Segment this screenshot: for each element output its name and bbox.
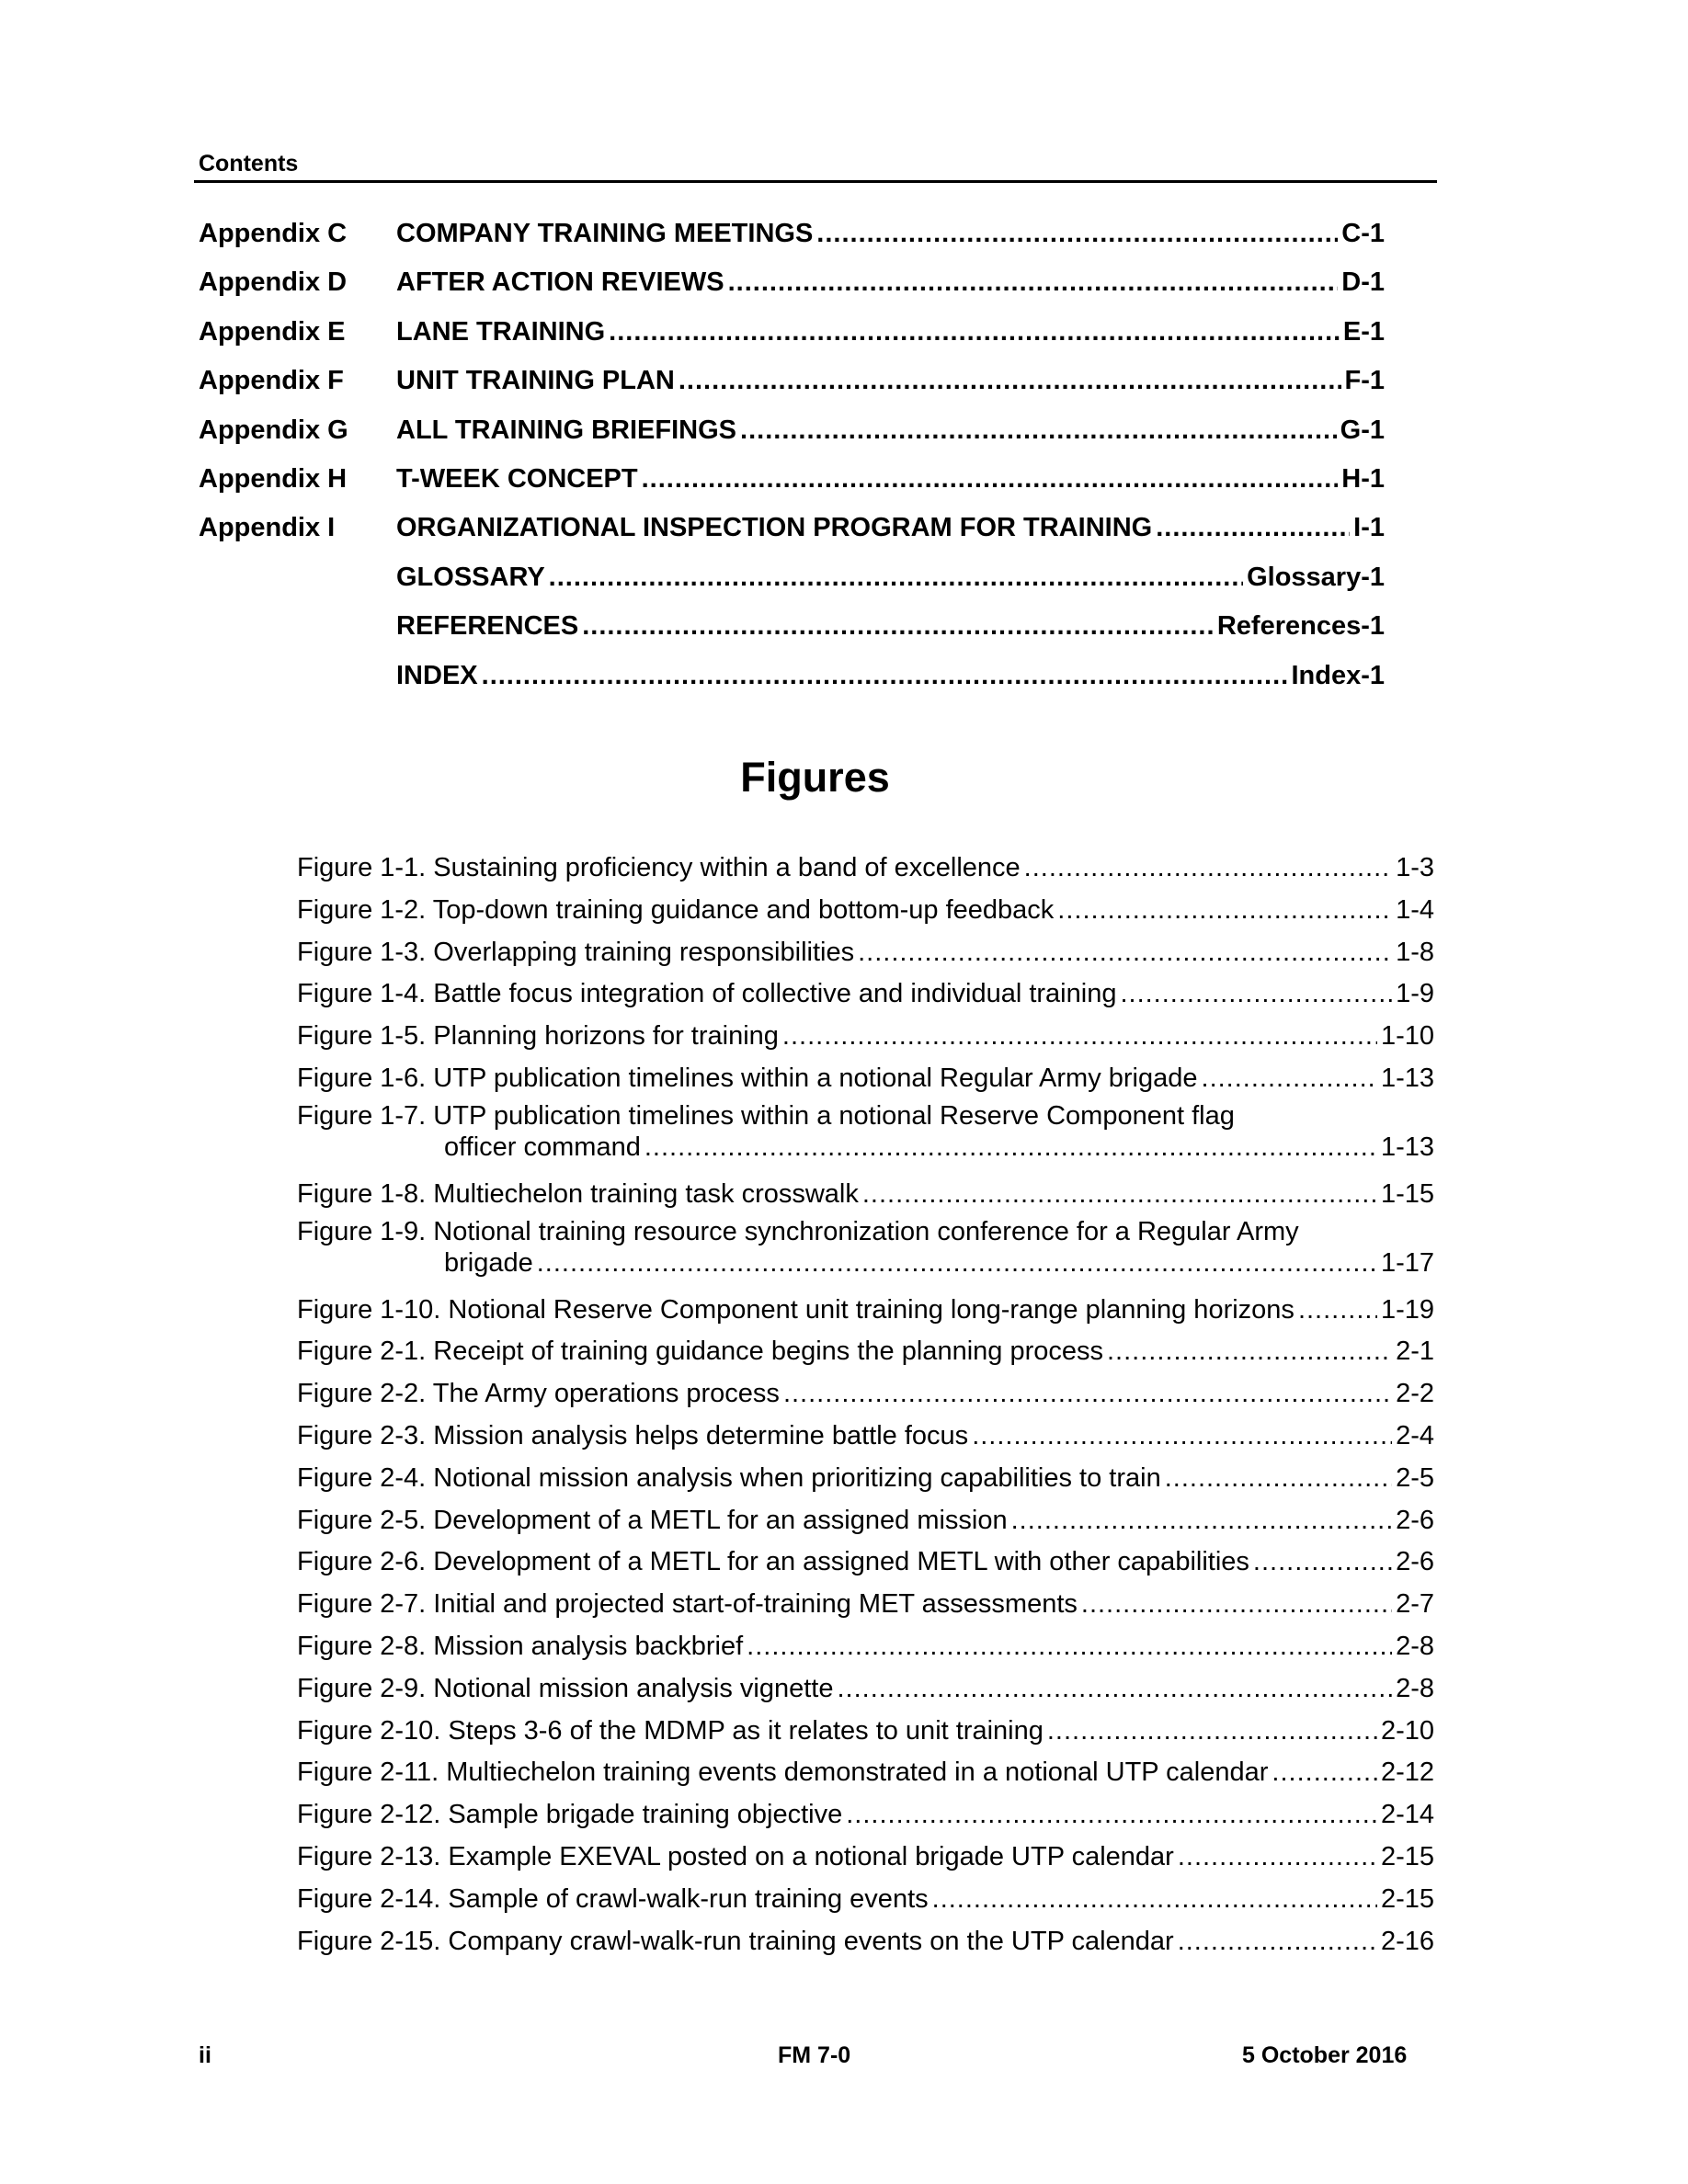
toc-entry[interactable] [199, 602, 1385, 651]
dot-leader [609, 308, 1340, 357]
figure-page: 2-6 [1396, 1547, 1434, 1577]
toc-entry-title-line [396, 357, 1385, 405]
dot-leader [1178, 1921, 1377, 1963]
toc-entry-label: Appendix C [199, 219, 348, 248]
toc-entry-page: References-1 [1216, 611, 1385, 642]
figure-title: Figure 1-1. Sustaining proficiency within a band of excellence [297, 853, 1021, 882]
toc-entry-title-line [396, 406, 1385, 455]
dot-leader [482, 652, 1288, 700]
figure-title-cont-text: officer command [444, 1132, 641, 1162]
figure-entry[interactable] [297, 973, 1434, 1016]
toc-entry-page: D-1 [1341, 267, 1385, 298]
figure-page: 2-4 [1396, 1420, 1434, 1450]
toc-entry-label: Appendix G [199, 415, 348, 445]
toc-entry-title-line [396, 652, 1385, 700]
figure-title: Figure 1-7. UTP publication timelines within a notional Reserve Component flag [297, 1100, 1235, 1131]
figure-title-cont-text: brigade [444, 1247, 533, 1278]
figure-entry[interactable] [297, 1016, 1434, 1058]
figure-page: 2-2 [1396, 1379, 1434, 1409]
toc-entry-page: F-1 [1344, 366, 1385, 396]
toc-entry-label: Appendix F [199, 366, 344, 396]
toc-entry[interactable] [199, 553, 1385, 602]
figure-entry[interactable] [297, 1879, 1434, 1921]
toc-entry-title: GLOSSARY [396, 562, 545, 592]
toc-entry-title-line [396, 308, 1385, 357]
dot-leader [858, 932, 1392, 974]
figure-entry[interactable] [297, 1373, 1434, 1416]
dot-leader [582, 602, 1214, 651]
toc-entry-page: G-1 [1340, 415, 1385, 445]
dot-leader [1178, 1837, 1377, 1879]
figure-title: Figure 1-8. Multiechelon training task crosswalk [297, 1178, 859, 1209]
toc-entry[interactable] [199, 357, 1385, 405]
figure-title: Figure 2-4. Notional mission analysis when prioritizing capabilities to train [297, 1462, 1161, 1493]
figure-entry[interactable] [297, 932, 1434, 974]
dot-leader [1107, 1331, 1392, 1373]
figure-title: Figure 2-11. Multiechelon training events demonstrated in a notional UTP calendar [297, 1757, 1269, 1788]
figure-page: 2-6 [1396, 1505, 1434, 1535]
dot-leader [1057, 890, 1392, 932]
toc-entry-label: Appendix H [199, 463, 348, 494]
figure-entry[interactable] [297, 1174, 1434, 1216]
figure-entry[interactable] [297, 1837, 1434, 1879]
toc-entry-title: AFTER ACTION REVIEWS [396, 267, 724, 298]
figure-page: 2-15 [1380, 1841, 1434, 1871]
figure-page: 1-13 [1380, 1132, 1434, 1162]
figure-page: 2-1 [1396, 1337, 1434, 1367]
figure-entry[interactable] [297, 1541, 1434, 1584]
toc-entry-page: I-1 [1353, 513, 1385, 543]
dot-leader [1272, 1752, 1377, 1794]
figure-title-continued [297, 1132, 1434, 1174]
appendix-toc-list [199, 210, 1385, 700]
footer-date: 5 October 2016 [1242, 2042, 1408, 2068]
toc-entry-page: Glossary-1 [1247, 562, 1385, 592]
figure-page: 1-10 [1380, 1021, 1434, 1052]
figure-entry[interactable] [297, 1584, 1434, 1626]
dot-leader [1165, 1458, 1392, 1500]
figure-entry[interactable] [297, 1216, 1434, 1290]
figure-title: Figure 2-8. Mission analysis backbrief [297, 1631, 744, 1661]
dot-leader [1202, 1058, 1377, 1100]
figure-entry[interactable] [297, 1500, 1434, 1542]
figure-title: Figure 2-13. Example EXEVAL posted on a notional brigade UTP calendar [297, 1841, 1174, 1871]
figure-page: 1-4 [1396, 894, 1434, 925]
dot-leader [642, 455, 1339, 504]
dot-leader [1047, 1711, 1377, 1753]
figure-title: Figure 1-2. Top-down training guidance and bottom-up feedback [297, 894, 1055, 925]
dot-leader [747, 1626, 1392, 1668]
toc-entry-page: Index-1 [1291, 660, 1385, 690]
dot-leader [1081, 1584, 1392, 1626]
figure-page: 2-14 [1380, 1800, 1434, 1830]
dot-leader [846, 1794, 1377, 1837]
figure-title: Figure 2-1. Receipt of training guidance begins the planning process [297, 1337, 1103, 1367]
toc-entry-label: Appendix I [199, 513, 336, 543]
dot-leader [537, 1247, 1377, 1279]
dot-leader [1253, 1541, 1392, 1584]
figure-title: Figure 1-6. UTP publication timelines within a notional Regular Army brigade [297, 1063, 1198, 1093]
figure-entry[interactable] [297, 1458, 1434, 1500]
figures-heading: Figures [740, 754, 890, 801]
dot-leader [782, 1016, 1377, 1058]
toc-entry-title-line [396, 210, 1385, 258]
figure-title: Figure 2-7. Initial and projected start-of-training MET assessments [297, 1589, 1078, 1620]
figure-page: 1-3 [1396, 853, 1434, 882]
toc-entry[interactable] [199, 455, 1385, 504]
dot-leader [1120, 973, 1392, 1016]
dot-leader [740, 406, 1337, 455]
figure-title: Figure 1-4. Battle focus integration of collective and individual training [297, 979, 1117, 1009]
dot-leader [972, 1416, 1392, 1458]
figure-page: 2-15 [1380, 1883, 1434, 1914]
figure-page: 2-16 [1380, 1926, 1434, 1956]
dot-leader [728, 258, 1339, 307]
toc-entry-title: T-WEEK CONCEPT [396, 463, 638, 494]
figure-page: 2-12 [1380, 1757, 1434, 1788]
dot-leader [932, 1879, 1377, 1921]
toc-entry-title: INDEX [396, 660, 478, 690]
figure-title: Figure 1-5. Planning horizons for training [297, 1021, 779, 1052]
figure-page: 2-8 [1396, 1631, 1434, 1661]
figure-page: 2-8 [1396, 1673, 1434, 1703]
figure-entry[interactable] [297, 1711, 1434, 1753]
figure-page: 1-8 [1396, 937, 1434, 967]
figure-page: 2-10 [1380, 1715, 1434, 1746]
figure-title: Figure 2-6. Development of a METL for an assigned METL with other capabilities [297, 1547, 1249, 1577]
figure-entry[interactable] [297, 1331, 1434, 1373]
toc-entry-title-line [396, 602, 1385, 651]
dot-leader [838, 1668, 1393, 1711]
figure-page: 1-17 [1380, 1247, 1434, 1278]
toc-entry[interactable] [199, 504, 1385, 552]
figure-title: Figure 2-10. Steps 3-6 of the MDMP as it relates to unit training [297, 1715, 1044, 1746]
dot-leader [862, 1174, 1377, 1216]
dot-leader [1011, 1500, 1392, 1542]
toc-entry-title: UNIT TRAINING PLAN [396, 366, 675, 396]
dot-leader [816, 210, 1338, 258]
footer-publication: FM 7-0 [778, 2042, 851, 2068]
figure-title: Figure 2-12. Sample brigade training objective [297, 1800, 843, 1830]
toc-entry-title-line [396, 504, 1385, 552]
header-divider [194, 180, 1437, 183]
figure-page: 1-9 [1396, 979, 1434, 1009]
figure-page: 2-5 [1396, 1462, 1434, 1493]
figures-toc-list [297, 847, 1434, 1962]
figure-title: Figure 2-14. Sample of crawl-walk-run training events [297, 1883, 929, 1914]
footer-page-number: ii [199, 2042, 211, 2068]
dot-leader [1298, 1290, 1377, 1332]
toc-entry-title: REFERENCES [396, 611, 579, 642]
dot-leader [1156, 504, 1350, 552]
toc-entry-title: LANE TRAINING [396, 316, 606, 347]
toc-entry-title-line [396, 258, 1385, 307]
toc-entry-title: COMPANY TRAINING MEETINGS [396, 219, 814, 248]
toc-entry-title-line [396, 553, 1385, 602]
figure-title: Figure 2-5. Development of a METL for an assigned mission [297, 1505, 1008, 1535]
figure-entry[interactable] [297, 1100, 1434, 1174]
dot-leader [644, 1132, 1377, 1163]
figure-entry[interactable] [297, 1668, 1434, 1711]
figure-entry[interactable] [297, 1752, 1434, 1794]
toc-entry-page: E-1 [1342, 316, 1385, 347]
toc-entry-label: Appendix E [199, 316, 346, 347]
figure-entry[interactable] [297, 1794, 1434, 1837]
figure-title-continued [297, 1247, 1434, 1290]
toc-entry[interactable] [199, 308, 1385, 357]
toc-entry-page: C-1 [1341, 219, 1385, 248]
figure-page: 1-13 [1380, 1063, 1434, 1093]
dot-leader [549, 553, 1243, 602]
dot-leader [783, 1373, 1392, 1416]
figure-page: 1-19 [1380, 1294, 1434, 1325]
section-header: Contents [199, 151, 299, 176]
figure-entry[interactable] [297, 890, 1434, 932]
toc-entry-title: ORGANIZATIONAL INSPECTION PROGRAM FOR TRAINING [396, 513, 1153, 543]
figure-entry[interactable] [297, 1058, 1434, 1100]
figure-title: Figure 2-3. Mission analysis helps determine battle focus [297, 1420, 969, 1450]
toc-entry-label: Appendix D [199, 267, 348, 298]
toc-entry[interactable] [199, 210, 1385, 258]
toc-entry-title-line [396, 455, 1385, 504]
figure-title: Figure 1-9. Notional training resource synchronization conference for a Regular Army [297, 1216, 1299, 1246]
figure-title: Figure 1-10. Notional Reserve Component unit training long-range planning horizons [297, 1294, 1295, 1325]
figure-entry[interactable] [297, 1626, 1434, 1668]
figure-entry[interactable] [297, 1290, 1434, 1332]
figure-title: Figure 1-3. Overlapping training responsibilities [297, 937, 855, 967]
figure-title: Figure 2-9. Notional mission analysis vignette [297, 1673, 834, 1703]
figure-entry[interactable] [297, 1416, 1434, 1458]
toc-entry-title: ALL TRAINING BRIEFINGS [396, 415, 737, 445]
toc-entry[interactable] [199, 652, 1385, 700]
figure-entry[interactable] [297, 1921, 1434, 1963]
figure-page: 2-7 [1396, 1589, 1434, 1620]
toc-entry[interactable] [199, 406, 1385, 455]
figure-entry[interactable] [297, 847, 1434, 890]
toc-entry[interactable] [199, 258, 1385, 307]
toc-entry-page: H-1 [1341, 463, 1385, 494]
dot-leader [1024, 847, 1392, 890]
dot-leader [679, 357, 1341, 405]
figure-page: 1-15 [1380, 1178, 1434, 1209]
figure-title: Figure 2-2. The Army operations process [297, 1379, 780, 1409]
figure-title: Figure 2-15. Company crawl-walk-run training events on the UTP calendar [297, 1926, 1174, 1956]
